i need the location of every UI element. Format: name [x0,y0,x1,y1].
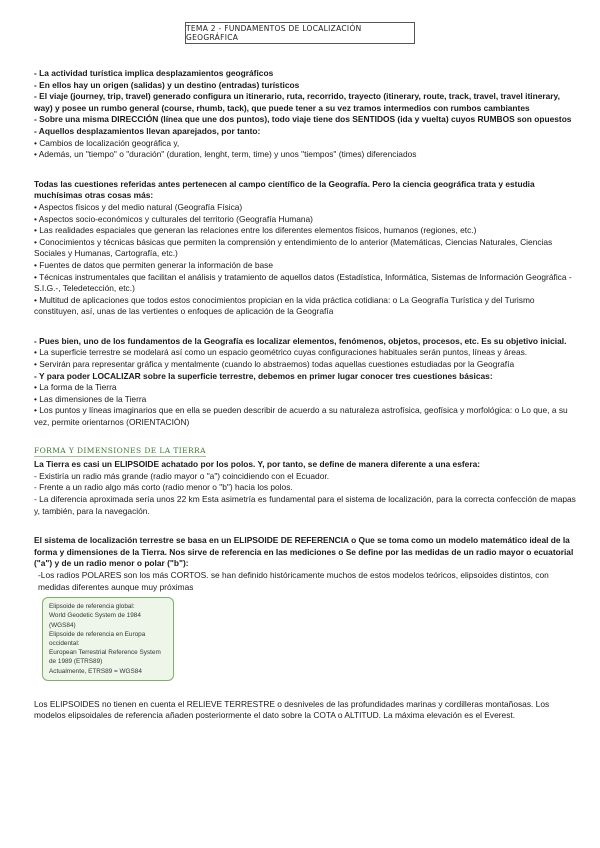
intro-bullet: • Además, un "tiempo" o "duración" (duration, lenght, term, time) y unos "tiempos" (times) diferenciados [34,149,417,160]
list-item: - La diferencia aproximada sería unos 22 km Esta asimetría es fundamental para el sistema de localización, para la correcta confección de mapas y, también, para la navegación. [34,494,576,516]
paragraph-heading: Todas las cuestiones referidas antes pertenecen al campo científico de la Geografía. Pero la ciencia geográfica trata y estudia muchísimas otras cosas más: [34,178,535,201]
section-title: FORMA Y DIMENSIONES DE LA TIERRA [34,445,206,458]
list-item: • Las dimensiones de la Tierra [34,393,147,404]
paragraph-text: -Los radios POLARES son los más CORTOS. se han definido históricamente muchos de estos modelos teóricos, elipsoides distintos, con medidas diferentes aunque muy próximas [38,569,549,592]
intro-line: - La actividad turística implica desplazamientos geográficos [34,68,274,78]
list-item: • Aspectos físicos y del medio natural (Geografía Física) [34,201,243,212]
list-item: • Técnicas instrumentales que facilitan el análisis y tratamiento de aquellos datos (Estadística, Informática, Sistemas de Información Geográfica - S.I.G.-, Teledetección, etc.) [34,271,572,294]
box-line: Elipsoide de referencia global: [49,603,135,611]
list-item: • Los puntos y líneas imaginarios que en ella se pueden describir de acuerdo a su naturaleza astrofísica, geofísica y morfológica: o Lo que, a su vez, permite orientarnos (ORIENTACIÓN) [34,405,568,428]
list-item: - Frente a un radio algo más corto (radio menor o "b") hacia los polos. [34,482,293,493]
list-item: - Existiría un radio más grande (radio mayor o "a") coincidiendo con el Ecuador. [34,470,330,481]
list-item: • Las realidades espaciales que generan las relaciones entre los diferentes elementos físicos, humanos (regiones, etc.) [34,225,477,236]
list-item: • Servirán para representar gráfica y mentalmente (cuando lo abstraemos) todas aquellas cuestiones estudiadas por la Geografía [34,359,515,370]
intro-line: - Aquellos desplazamientos llevan aparejados, por tanto: [34,125,261,136]
paragraph-heading: La Tierra es casi un ELIPSOIDE achatado por los polos. Y, por tanto, se define de manera diferente a una esfera: [34,459,481,470]
box-line: World Geodetic System de 1984 (WGS84) [49,612,141,629]
list-item: • La superficie terrestre se modelará así como un espacio geométrico cuyas configuraciones habituales serán puntos, líneas y áreas. [34,347,528,358]
box-line: Elipsoide de referencia en Europa occidental: [49,630,146,647]
list-item: • Aspectos socio-económicos y culturales del territorio (Geografía Humana) [34,213,313,224]
list-item: • La forma de la Tierra [34,382,117,393]
paragraph-heading: - Pues bien, uno de los fundamentos de la Geografía es localizar elementos, fenómenos, objetos, procesos, etc. Es su objetivo inicial. [34,335,567,346]
paragraph-heading: - Y para poder LOCALIZAR sobre la superficie terrestre, debemos en primer lugar conocer tres cuestiones básicas: [34,370,493,381]
intro-line: - Sobre una misma DIRECCIÓN (línea que une dos puntos), todo viaje tiene dos SENTIDOS (ida y vuelta) cuyos RUMBOS son opuestos [34,114,572,125]
list-item: • Conocimientos y técnicas básicas que permiten la comprensión y entendimiento de lo anterior (Matemáticas, Ciencias Naturales, Ciencias Sociales y Humanas, Cartografía, etc.) [34,236,553,259]
reference-systems-box [42,597,174,681]
intro-line: - En ellos hay un origen (salidas) y un destino (entradas) turísticos [34,79,300,90]
box-line: European Terrestrial Reference System de 1989 (ETRS89) [49,649,161,666]
intro-line: - El viaje (journey, trip, travel) generado configura un itinerario, ruta, recorrido, trayecto (itinerary, route, track, travel, travel itinerary, way) y posee un rumbo general (course, rhumb, tack), que puede tener a su vez tramos intermedios con rumbos cambiantes [34,91,560,113]
list-item: • Fuentes de datos que permiten generar la información de base [34,259,273,270]
closing-paragraph: Los ELIPSOIDES no tienen en cuenta el RELIEVE TERRESTRE o desniveles de las profundidades marinas y cordilleras montañosas. Los modelos elipsoidales de referencia añaden posteriormente el dato sobre la COTA o ALTITUD. La máxima elevación es el Everest. [34,698,550,721]
intro-bullet: • Cambios de localización geográfica y, [34,137,180,148]
list-item: • Multitud de aplicaciones que todos estos conocimientos propician en la vida práctica cotidiana: o La Geografía Turística y del Turismo constituyen, así, unas de las vertientes o enfoques de aplicación de la Geografía [34,294,535,317]
page-title: TEMA 2 - FUNDAMENTOS DE LOCALIZACIÓN GEOGRÁFICA [185,22,415,44]
paragraph-heading: El sistema de localización terrestre se basa en un ELIPSOIDE DE REFERENCIA o Que se toma como un modelo matemático ideal de la forma y dimensiones de la Tierra. Nos sirve de referencia en las mediciones o Se define por las medidas de un radio mayor o ecuatorial ("a") y de un radio menor o polar ("b"): [34,535,574,569]
box-line: Actualmente, ETRS89 = WGS84 [49,667,142,675]
document-body [34,68,580,722]
